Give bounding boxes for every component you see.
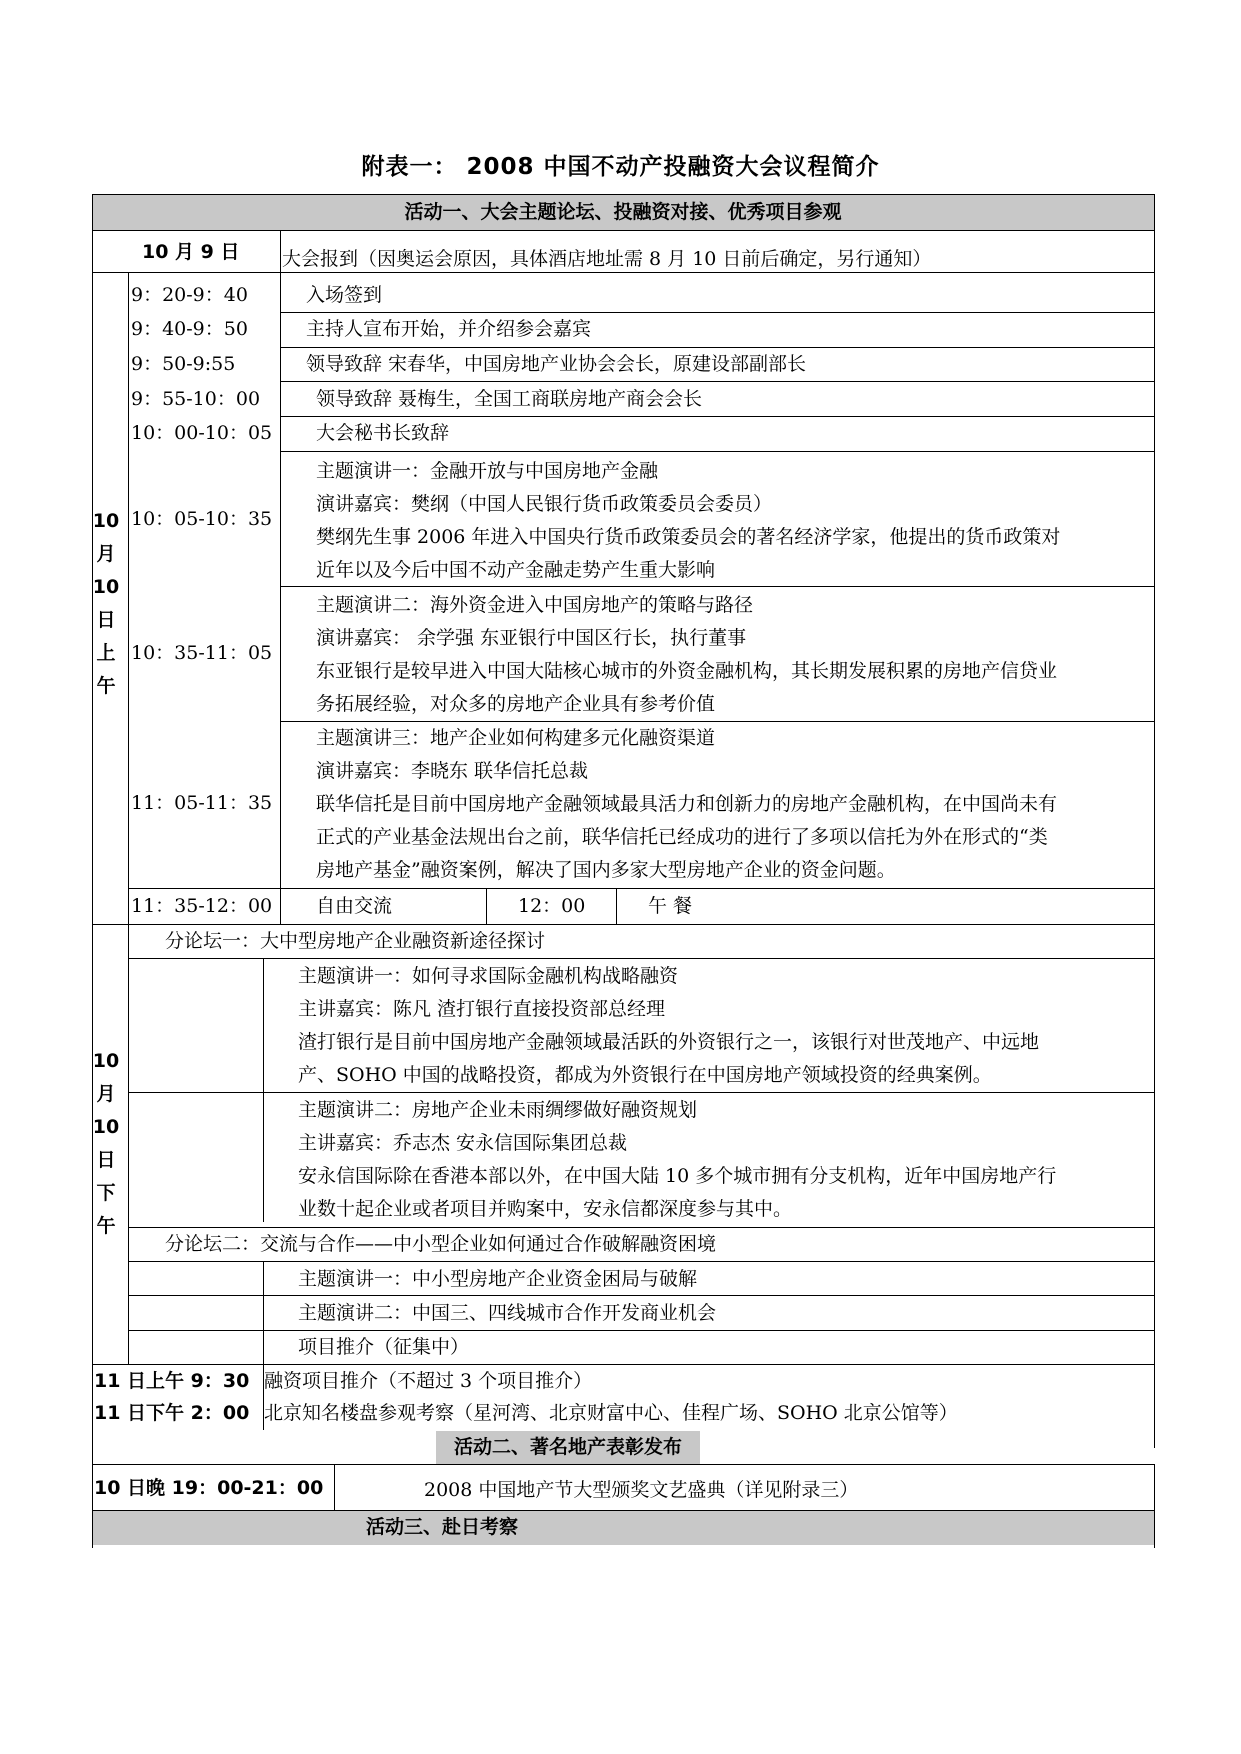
- morning-activity: 联华信托是目前中国房地产金融领域最具活力和创新力的房地产金融机构，在中国尚未有: [316, 793, 1058, 815]
- morning-activity: 领导致辞 宋春华，中国房地产业协会会长，原建设部副部长: [306, 353, 807, 375]
- forum1-talk: 业数十起企业或者项目并购案中，安永信都深度参与其中。: [298, 1198, 793, 1220]
- morning-activity: 主持人宣布开始，并介绍参会嘉宾: [306, 318, 592, 340]
- table-line: [128, 924, 129, 1364]
- activity3-header-band: [93, 1511, 1154, 1545]
- forum1-talk: 主题演讲一：如何寻求国际金融机构战略融资: [298, 965, 679, 987]
- lunch-activity: 午 餐: [648, 895, 693, 917]
- table-line: [92, 1464, 1154, 1465]
- table-line: [128, 1092, 1154, 1093]
- activity2-header: 活动二、著名地产表彰发布: [453, 1436, 682, 1458]
- activity1-header: 活动一、大会主题论坛、投融资对接、优秀项目参观: [404, 201, 842, 223]
- registration-text: 大会报到（因奥运会原因，具体酒店地址需 8 月 10 日前后确定，另行通知）: [282, 248, 932, 270]
- activity3-header: 活动三、赴日考察: [366, 1516, 519, 1538]
- morning-time: 10：00-10：05: [131, 422, 273, 444]
- table-line: [263, 958, 264, 1222]
- table-line: [128, 1330, 1154, 1331]
- forum1-talk: 安永信国际除在香港本部以外，在中国大陆 10 多个城市拥有分支机构，近年中国房地产行: [298, 1165, 1057, 1187]
- afternoon-day-label: 10 月 10 日 下 午: [92, 1050, 120, 1237]
- table-line: [280, 451, 1154, 452]
- forum1-title: 分论坛一：大中型房地产企业融资新途径探讨: [165, 930, 546, 952]
- table-line: [486, 888, 487, 924]
- table-line: [92, 272, 1154, 273]
- table-line: [92, 194, 1154, 195]
- morning-activity: 入场签到: [306, 284, 383, 306]
- table-line: [128, 272, 129, 924]
- morning-activity: 主题演讲二：海外资金进入中国房地产的策略与路径: [316, 594, 754, 616]
- morning-day-label: 10 月 10 日 上 午: [92, 510, 120, 697]
- forum1-talk: 主题演讲二：房地产企业未雨绸缪做好融资规划: [298, 1099, 698, 1121]
- registration-date: 10 月 9 日: [142, 241, 240, 263]
- table-line: [263, 1261, 264, 1364]
- forum2-item: 主题演讲二：中国三、四线城市合作开发商业机会: [298, 1302, 717, 1324]
- morning-activity: 领导致辞 聂梅生，全国工商联房地产商会会长: [316, 388, 703, 410]
- table-line: [280, 230, 281, 272]
- table-line: [92, 1364, 1154, 1365]
- table-line: [616, 888, 617, 924]
- morning-activity: 近年以及今后中国不动产金融走势产生重大影响: [316, 559, 716, 581]
- day11-time: 11 日上午 9：30: [94, 1370, 250, 1392]
- morning-time: 9：50-9:55: [131, 353, 236, 375]
- morning-activity: 东亚银行是较早进入中国大陆核心城市的外资金融机构，其长期发展积累的房地产信贷业: [316, 660, 1058, 682]
- table-line: [280, 381, 1154, 382]
- forum1-talk: 主讲嘉宾：乔志杰 安永信国际集团总裁: [298, 1132, 628, 1154]
- table-line: [128, 888, 1154, 889]
- morning-time: 10：05-10：35: [131, 508, 273, 530]
- day11-time: 11 日下午 2：00: [94, 1402, 250, 1424]
- day11-text: 北京知名楼盘参观考察（星河湾、北京财富中心、佳程广场、SOHO 北京公馆等）: [264, 1402, 958, 1424]
- morning-activity: 樊纲先生事 2006 年进入中国央行货币政策委员会的著名经济学家，他提出的货币政策对: [316, 526, 1061, 548]
- morning-activity: 演讲嘉宾：樊纲（中国人民银行货币政策委员会委员）: [316, 493, 773, 515]
- morning-time: 11：35-12：00: [131, 895, 273, 917]
- table-line: [263, 1364, 264, 1430]
- morning-time: 9：20-9：40: [131, 284, 248, 306]
- table-line: [92, 194, 93, 1548]
- morning-activity: 正式的产业基金法规出台之前，联华信托已经成功的进行了多项以信托为外在形式的“类: [316, 826, 1048, 848]
- activity2-time: 10 日晚 19：00-21：00: [94, 1477, 324, 1499]
- morning-activity: 主题演讲三：地产企业如何构建多元化融资渠道: [316, 727, 716, 749]
- morning-activity: 务拓展经验，对众多的房地产企业具有参考价值: [316, 693, 716, 715]
- forum2-title: 分论坛二：交流与合作——中小型企业如何通过合作破解融资困境: [165, 1233, 717, 1255]
- morning-time: 9：55-10：00: [131, 388, 261, 410]
- morning-activity: 主题演讲一：金融开放与中国房地产金融: [316, 460, 659, 482]
- morning-time: 9：40-9：50: [131, 318, 248, 340]
- table-line: [334, 1464, 335, 1510]
- morning-activity: 演讲嘉宾：李晓东 联华信托总裁: [316, 760, 589, 782]
- table-line: [128, 1261, 1154, 1262]
- lunch-time: 12：00: [518, 895, 586, 917]
- table-line: [92, 230, 1154, 231]
- forum2-item: 主题演讲一：中小型房地产企业资金困局与破解: [298, 1268, 698, 1290]
- morning-activity: 自由交流: [316, 895, 393, 917]
- morning-activity: 房地产基金”融资案例，解决了国内多家大型房地产企业的资金问题。: [316, 859, 896, 881]
- forum1-talk: 主讲嘉宾：陈凡 渣打银行直接投资部总经理: [298, 998, 666, 1020]
- document-title: 附表一： 2008 中国不动产投融资大会议程简介: [361, 154, 880, 180]
- morning-time: 10：35-11：05: [131, 642, 273, 664]
- morning-activity: 大会秘书长致辞: [316, 422, 450, 444]
- forum2-item: 项目推介（征集中）: [298, 1336, 470, 1358]
- table-line: [280, 586, 1154, 587]
- forum1-talk: 渣打银行是目前中国房地产金融领域最活跃的外资银行之一，该银行对世茂地产、中远地: [298, 1031, 1040, 1053]
- morning-time: 11：05-11：35: [131, 792, 273, 814]
- table-line: [280, 272, 281, 924]
- table-line: [1154, 1464, 1155, 1548]
- day11-text: 融资项目推介（不超过 3 个项目推介）: [264, 1370, 593, 1392]
- table-line: [128, 1295, 1154, 1296]
- table-line: [1154, 194, 1155, 1448]
- forum1-talk: 产、SOHO 中国的战略投资，都成为外资银行在中国房地产领域投资的经典案例。: [298, 1064, 992, 1086]
- morning-activity: 演讲嘉宾： 余学强 东亚银行中国区行长，执行董事: [316, 627, 747, 649]
- table-line: [128, 958, 1154, 959]
- activity2-text: 2008 中国地产节大型颁奖文艺盛典（详见附录三）: [424, 1479, 859, 1501]
